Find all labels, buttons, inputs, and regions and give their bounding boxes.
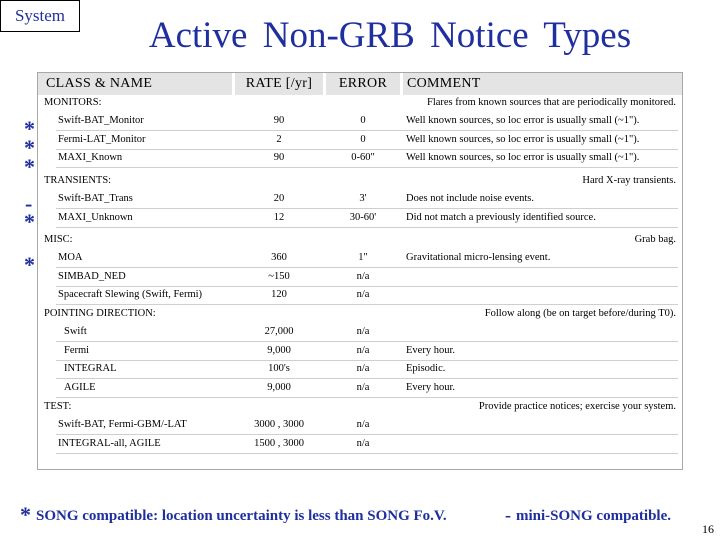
section-row	[38, 234, 682, 250]
row-rate: 90	[273, 115, 285, 126]
row-name: INTEGRAL	[64, 363, 117, 374]
footer-star-note: SONG compatible: location uncertainty is less than SONG Fo.V.	[36, 508, 447, 524]
row-rate: 90	[273, 152, 285, 163]
row-name: Swift-BAT, Fermi-GBM/-LAT	[58, 419, 187, 430]
section-row	[38, 97, 682, 113]
row-comment: Well known sources, so loc error is usually small (~1").	[406, 115, 640, 126]
table-row	[38, 419, 682, 435]
row-separator	[56, 286, 678, 287]
header-class-name: CLASS & NAME	[38, 73, 232, 95]
header-error: ERROR	[326, 73, 400, 95]
row-name: MAXI_Unknown	[58, 211, 133, 223]
row-comment: Episodic.	[406, 363, 446, 374]
row-comment: Well known sources, so loc error is usually small (~1").	[406, 133, 640, 145]
song-star-marker: *	[24, 116, 35, 141]
table-row	[38, 289, 682, 305]
table-row	[38, 326, 682, 342]
row-separator	[56, 397, 678, 398]
row-error: n/a	[356, 326, 370, 337]
row-name: SIMBAD_NED	[58, 270, 126, 282]
row-name: INTEGRAL-all, AGILE	[58, 437, 161, 449]
row-separator	[56, 434, 678, 435]
section-comment: Grab bag.	[634, 234, 676, 245]
mini-song-dash-marker: -	[25, 191, 33, 216]
table-row	[38, 193, 682, 209]
row-separator	[56, 167, 678, 168]
row-name: Swift-BAT_Monitor	[58, 115, 144, 126]
row-separator	[56, 304, 678, 305]
row-name: Fermi-LAT_Monitor	[58, 133, 146, 145]
row-error: n/a	[356, 289, 370, 300]
row-rate: 120	[271, 289, 287, 300]
section-comment: Flares from known sources that are periodically monitored.	[426, 97, 676, 108]
section-row	[38, 401, 682, 417]
song-star-marker: *	[24, 154, 35, 179]
table-row	[38, 134, 682, 150]
row-name: Swift	[64, 326, 87, 337]
row-separator	[56, 360, 678, 361]
row-error: n/a	[356, 270, 370, 282]
table-row	[38, 382, 682, 398]
row-comment: Every hour.	[406, 381, 455, 393]
song-star-marker: *	[24, 209, 35, 234]
row-separator	[56, 453, 678, 454]
table-row	[38, 152, 682, 168]
system-label: System	[0, 0, 80, 32]
row-error: 30-60'	[349, 211, 377, 223]
footer-dash-note: mini-SONG compatible.	[516, 508, 672, 524]
row-comment: Does not include noise events.	[406, 193, 535, 204]
section-comment: Follow along (be on target before/during T0).	[484, 308, 676, 319]
section-comment: Hard X-ray transients.	[582, 175, 676, 186]
row-rate: 2	[276, 133, 282, 145]
song-star-marker: *	[24, 135, 35, 160]
row-name: AGILE	[64, 381, 96, 393]
row-name: MAXI_Known	[58, 152, 123, 163]
table-row	[38, 363, 682, 379]
row-rate: 9,000	[267, 381, 291, 393]
section-comment: Provide practice notices; exercise your system.	[478, 401, 676, 412]
row-comment: Did not match a previously identified source.	[406, 211, 596, 223]
header-rate: RATE [/yr]	[235, 73, 323, 95]
row-rate: 20	[273, 193, 285, 204]
header-comment: COMMENT	[403, 73, 682, 95]
table-row	[38, 345, 682, 361]
section-name: MISC:	[44, 234, 73, 245]
row-rate: 1500 , 3000	[254, 437, 304, 449]
row-rate: ~150	[268, 270, 290, 282]
row-error: 1"	[358, 252, 368, 263]
page-number: 16	[702, 522, 714, 536]
row-name: Fermi	[64, 344, 90, 356]
row-comment: Well known sources, so loc error is usually small (~1").	[406, 152, 640, 163]
page-title: Active Non-GRB Notice Types	[148, 15, 632, 56]
notice-types-table	[37, 72, 683, 470]
row-rate: 12	[273, 211, 285, 223]
row-name: MOA	[58, 252, 83, 263]
section-name: TEST:	[44, 401, 72, 412]
row-rate: 27,000	[264, 326, 294, 337]
row-separator	[56, 378, 678, 379]
row-separator	[56, 149, 678, 150]
row-error: 0	[360, 115, 366, 126]
row-error: n/a	[356, 381, 370, 393]
table-row	[38, 271, 682, 287]
table-row	[38, 212, 682, 228]
row-error: 0	[360, 133, 366, 145]
table-row	[38, 115, 682, 131]
row-rate: 3000 , 3000	[254, 419, 304, 430]
row-separator	[56, 227, 678, 228]
row-error: n/a	[356, 344, 370, 356]
row-comment: Every hour.	[406, 344, 455, 356]
row-error: n/a	[356, 363, 370, 374]
section-name: TRANSIENTS:	[44, 175, 112, 186]
section-row	[38, 308, 682, 324]
footer-dash-symbol: -	[505, 505, 511, 525]
row-separator	[56, 208, 678, 209]
section-name: MONITORS:	[44, 97, 102, 108]
row-separator	[56, 341, 678, 342]
row-name: Swift-BAT_Trans	[58, 193, 133, 204]
row-name: Spacecraft Slewing (Swift, Fermi)	[58, 289, 203, 300]
row-separator	[56, 130, 678, 131]
section-row	[38, 175, 682, 191]
row-error: n/a	[356, 437, 370, 449]
section-name: POINTING DIRECTION:	[44, 308, 156, 319]
row-error: 0-60"	[351, 152, 375, 163]
table-row	[38, 438, 682, 454]
row-rate: 360	[271, 252, 287, 263]
row-error: n/a	[356, 419, 370, 430]
song-star-marker: *	[24, 252, 35, 277]
footer-star-symbol: *	[20, 502, 31, 527]
row-rate: 100's	[268, 363, 290, 374]
row-error: 3'	[359, 193, 367, 204]
row-comment: Gravitational micro-lensing event.	[406, 252, 551, 263]
row-rate: 9,000	[267, 344, 291, 356]
row-separator	[56, 267, 678, 268]
table-row	[38, 252, 682, 268]
